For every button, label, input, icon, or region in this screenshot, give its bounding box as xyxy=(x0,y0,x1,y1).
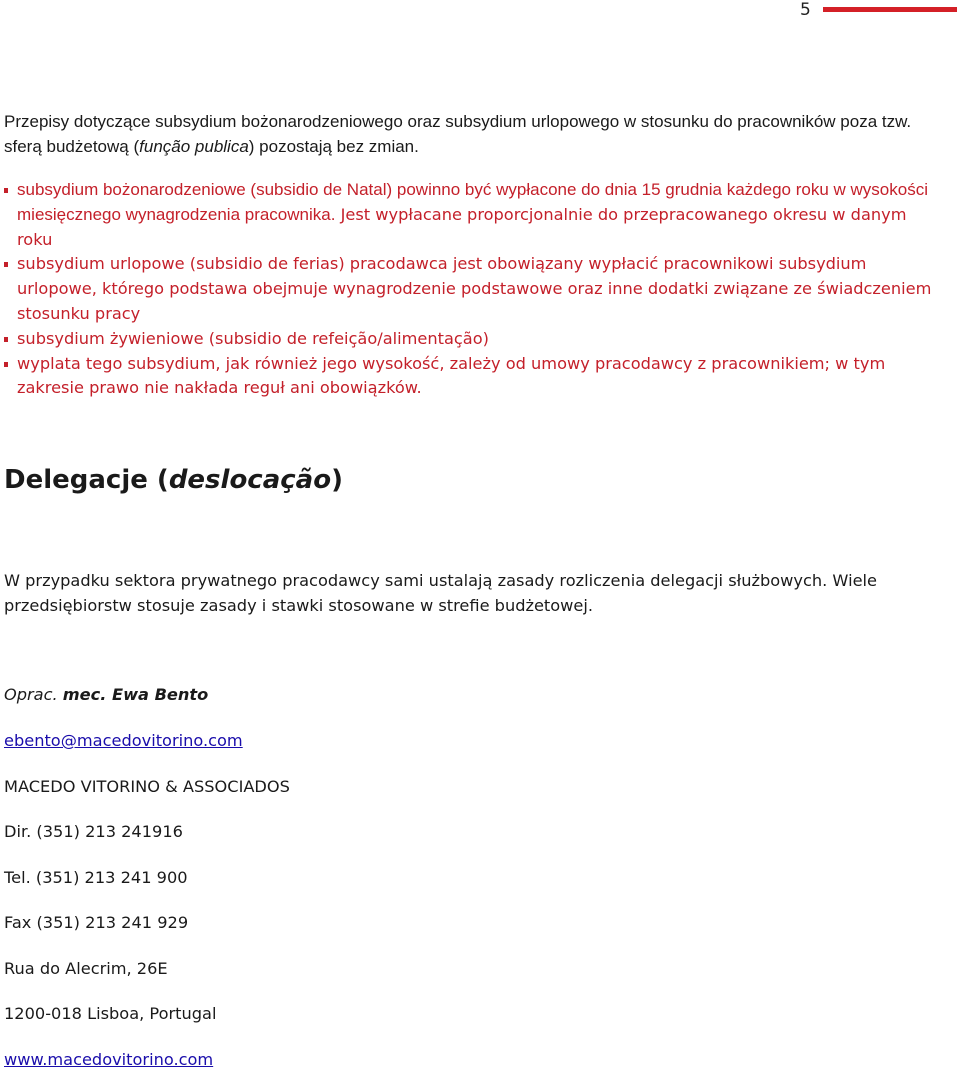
list-item-text: wyplata tego subsydium, jak również jego wysokość, zależy od umowy pracodawcy z pracownikiem; w tym zakresie prawo nie nakłada reguł ani obowiązków. xyxy=(17,353,886,398)
website-link[interactable]: www.macedovitorino.com xyxy=(4,1050,214,1069)
street-address: Rua do Alecrim, 26E xyxy=(4,959,168,978)
fax: Fax (351) 213 241 929 xyxy=(4,913,189,932)
bullet-square-icon xyxy=(4,188,8,193)
list-item-text: Jest wypłacane proporcjonalnie do przepracowanego okresu w danym roku xyxy=(17,204,907,249)
list-item-text: subsydium bożonarodzeniowe (subsidio de Natal) powinno być wypłacone do dnia 15 grudnia każdego roku w wysokości miesięcznego wynagrodzenia pracownika. xyxy=(17,180,928,224)
header-accent-bar xyxy=(823,7,957,12)
author-prefix: Oprac. xyxy=(4,685,58,704)
website-line xyxy=(4,1050,213,1069)
list-item xyxy=(4,327,944,352)
subsidy-list xyxy=(4,178,944,401)
author-line xyxy=(4,685,208,704)
intro-text-end: ) pozostają bez zmian. xyxy=(248,137,419,156)
bullet-square-icon xyxy=(4,337,8,342)
firm-name: MACEDO VITORINO & ASSOCIADOS xyxy=(4,777,290,796)
bullet-square-icon xyxy=(4,362,8,367)
intro-paragraph xyxy=(4,109,944,159)
heading-text: Delegacje ( xyxy=(4,465,169,495)
list-item xyxy=(4,178,944,252)
section-heading xyxy=(4,465,343,495)
email-link[interactable]: ebento@macedovitorino.com xyxy=(4,731,243,750)
heading-italic-term: deslocação xyxy=(168,465,332,495)
direct-phone: Dir. (351) 213 241916 xyxy=(4,822,183,841)
author-name: mec. Ewa Bento xyxy=(62,685,209,704)
intro-text: Przepisy dotyczące subsydium bożonarodzeniowego oraz subsydium urlopowego w stosunku do pracowników poza tzw. sferą budżetową ( xyxy=(4,112,912,156)
list-item-text: subsydium urlopowe (subsidio de ferias) pracodawca jest obowiązany wypłacić pracownikowi subsydium urlopowe, którego podstawa obejmuje wynagrodzenie podstawowe oraz inne dodatki związane ze świadczeniem stosunku pracy xyxy=(17,254,932,323)
list-item xyxy=(4,252,944,326)
intro-italic-term: função publica xyxy=(139,137,249,156)
page-number: 5 xyxy=(800,0,811,20)
telephone: Tel. (351) 213 241 900 xyxy=(4,868,188,887)
heading-text-end: ) xyxy=(331,465,343,495)
section-paragraph: W przypadku sektora prywatnego pracodawcy sami ustalają zasady rozliczenia delegacji służbowych. Wiele przedsiębiorstw stosuje zasady i stawki stosowane w strefie budżetowej. xyxy=(4,571,877,615)
email-line xyxy=(4,731,243,750)
list-item xyxy=(4,352,944,402)
bullet-square-icon xyxy=(4,262,8,267)
list-item-text: subsydium żywieniowe (subsidio de refeição/alimentação) xyxy=(17,328,489,348)
city-address: 1200-018 Lisboa, Portugal xyxy=(4,1004,217,1023)
